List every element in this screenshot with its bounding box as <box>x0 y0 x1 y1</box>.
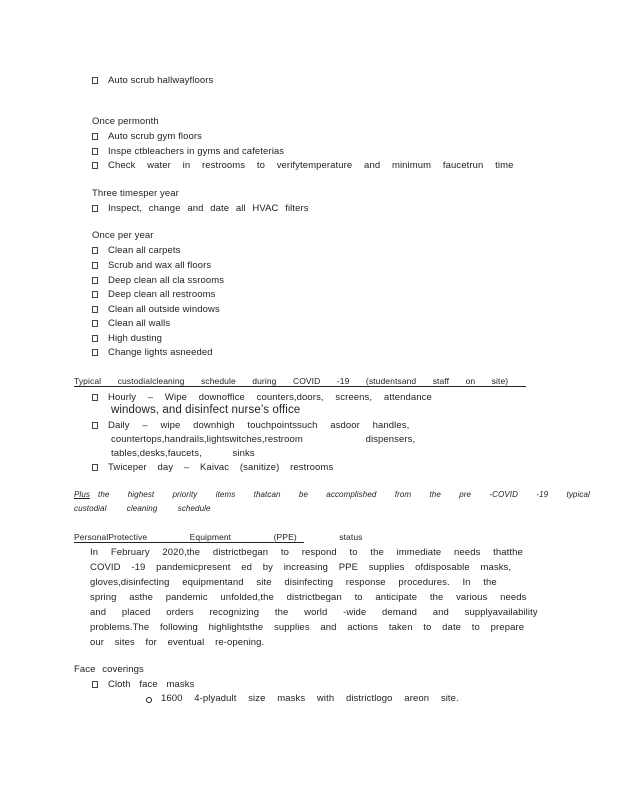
checkbox-bullet-icon <box>92 247 98 254</box>
section-once-per-month: Once permonth <box>92 116 159 127</box>
checkbox-bullet-icon <box>92 291 98 298</box>
list-item: Inspect, change and date all HVAC filters <box>108 203 309 214</box>
hourly-line-2: windows, and disinfect nurse’s office <box>111 404 301 416</box>
ppe-paragraph-line: and placed orders recognizing the world -wide demand and supplyavailability <box>90 607 538 618</box>
daily-line-1: Daily – wipe downhigh touchpointssuch asdoor handles, <box>108 420 410 431</box>
checkbox-bullet-icon <box>92 320 98 327</box>
hourly-line-1: Hourly – Wipe downoffice counters,doors, screens, attendance <box>108 392 432 403</box>
list-item: Inspe ctbleachers in gyms and cafeterias <box>108 146 285 157</box>
list-item: Auto scrub gym floors <box>108 131 202 142</box>
list-item: Change lights asneeded <box>108 347 213 358</box>
plus-note-line-2: custodial cleaning schedule <box>74 504 211 513</box>
checkbox-bullet-icon <box>92 306 98 313</box>
face-coverings-heading: Face coverings <box>74 664 144 675</box>
list-item: Cloth face masks <box>108 679 195 690</box>
list-item: Check water in restrooms to verifytemperature and minimum faucetrun time <box>108 160 514 171</box>
ppe-paragraph-line: spring asthe pandemic unfolded,the districtbegan to anticipate the various needs <box>90 592 527 603</box>
list-item: Deep clean all restrooms <box>108 289 216 300</box>
daily-line-3: tables,desks,faucets, sinks <box>111 448 255 459</box>
list-item: Scrub and wax all floors <box>108 260 212 271</box>
list-item: Clean all walls <box>108 318 171 329</box>
plus-note-line-1: the highest priority items thatcan be accomplished from the pre -COVID -19 typical <box>98 490 590 499</box>
plus-label: Plus <box>74 490 90 499</box>
ppe-paragraph-line: problems.The following highlightsthe supplies and actions taken to date to prepare <box>90 622 525 633</box>
checkbox-bullet-icon <box>92 148 98 155</box>
daily-line-2: countertops,handrails,lightswitches,restroom dispensers, <box>111 434 416 445</box>
list-item: Deep clean all cla ssrooms <box>108 275 225 286</box>
list-item: High dusting <box>108 333 163 344</box>
section-once-per-year: Once per year <box>92 230 154 241</box>
ppe-paragraph-line: our sites for eventual re-opening. <box>90 637 265 648</box>
checkbox-bullet-icon <box>92 133 98 140</box>
circle-bullet-icon <box>146 697 152 703</box>
section-three-per-year: Three timesper year <box>92 188 179 199</box>
checkbox-bullet-icon <box>92 394 98 401</box>
ppe-heading: PersonalProtective Equipment (PPE) status <box>74 532 363 542</box>
face-mask-detail: 1600 4-plyadult size masks with districtlogo areon site. <box>161 693 459 704</box>
list-item: Clean all carpets <box>108 245 181 256</box>
checkbox-bullet-icon <box>92 335 98 342</box>
checkbox-bullet-icon <box>92 422 98 429</box>
checkbox-bullet-icon <box>92 77 98 84</box>
task-auto-scrub-hallway: Auto scrub hallwayfloors <box>108 75 214 86</box>
ppe-paragraph-line: gloves,disinfecting equipmentand site disinfecting response procedures. In the <box>90 577 497 588</box>
checkbox-bullet-icon <box>92 277 98 284</box>
ppe-paragraph-line: In February 2020,the districtbegan to respond to the immediate needs thatthe <box>90 547 523 558</box>
list-item: Clean all outside windows <box>108 304 220 315</box>
checkbox-bullet-icon <box>92 262 98 269</box>
checkbox-bullet-icon <box>92 349 98 356</box>
covid-schedule-heading: Typical custodialcleaning schedule during COVID -19 (studentsand staff on site) <box>74 376 526 387</box>
twice-per-day-line: Twiceper day – Kaivac (sanitize) restrooms <box>108 462 334 473</box>
checkbox-bullet-icon <box>92 681 98 688</box>
checkbox-bullet-icon <box>92 464 98 471</box>
checkbox-bullet-icon <box>92 205 98 212</box>
ppe-paragraph-line: COVID -19 pandemicpresent ed by increasing PPE supplies ofdisposable masks, <box>90 562 512 573</box>
checkbox-bullet-icon <box>92 162 98 169</box>
